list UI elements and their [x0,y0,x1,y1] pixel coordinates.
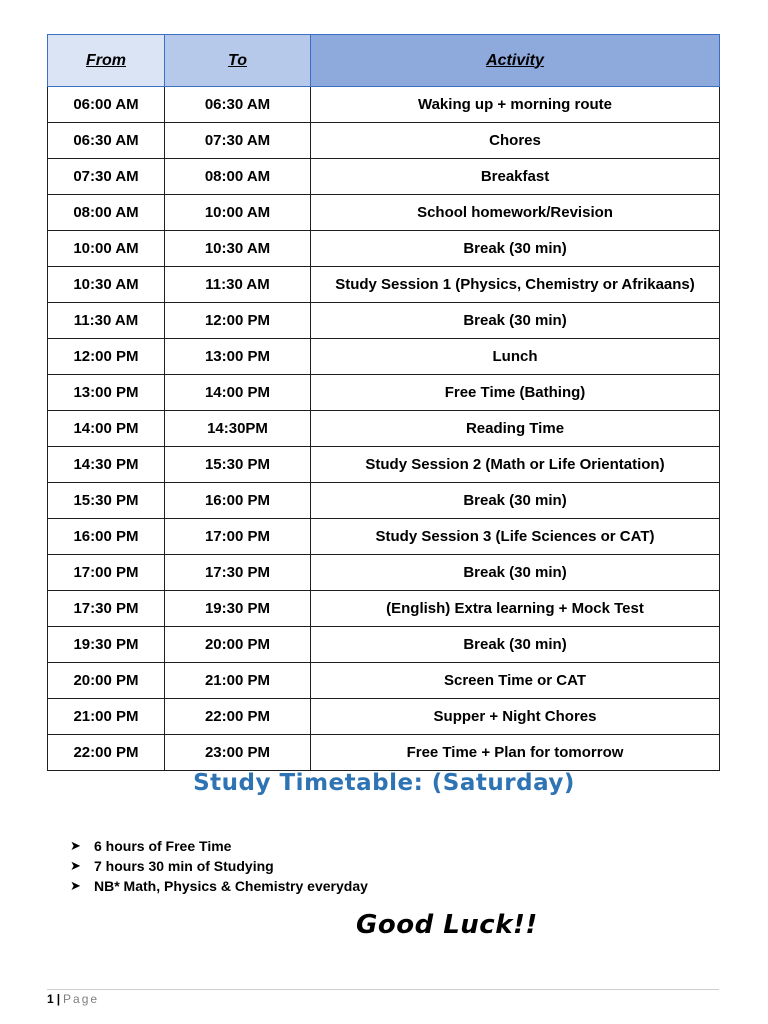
table-row [48,483,720,519]
cell-from: 10:30 AM [48,267,165,303]
cell-from: 20:00 PM [48,663,165,699]
cell-from: 11:30 AM [48,303,165,339]
cell-from: 10:00 AM [48,231,165,267]
table-row [48,303,720,339]
cell-from: 17:00 PM [48,555,165,591]
cell-activity: Free Time (Bathing) [311,375,720,411]
page-number: 1 [47,992,54,1006]
closing-message: Good Luck!! [356,910,538,940]
cell-activity: Break (30 min) [311,483,720,519]
page-title: Study Timetable: (Saturday) [193,770,575,796]
cell-to: 23:00 PM [165,735,311,771]
cell-from: 17:30 PM [48,591,165,627]
table-row [48,663,720,699]
cell-activity: School homework/Revision [311,195,720,231]
cell-activity: Study Session 1 (Physics, Chemistry or Afrikaans) [311,267,720,303]
table-row [48,267,720,303]
cell-activity: Lunch [311,339,720,375]
cell-from: 13:00 PM [48,375,165,411]
table-row [48,87,720,123]
list-item-text: NB* Math, Physics & Chemistry everyday [94,878,368,894]
cell-to: 10:30 AM [165,231,311,267]
cell-from: 15:30 PM [48,483,165,519]
table-row [48,339,720,375]
cell-to: 15:30 PM [165,447,311,483]
cell-to: 12:00 PM [165,303,311,339]
cell-to: 14:00 PM [165,375,311,411]
table-row [48,159,720,195]
cell-to: 19:30 PM [165,591,311,627]
header-from: From [48,35,165,87]
cell-from: 19:30 PM [48,627,165,663]
cell-activity: Reading Time [311,411,720,447]
cell-to: 22:00 PM [165,699,311,735]
list-item [70,876,368,896]
cell-to: 20:00 PM [165,627,311,663]
summary-list [70,836,368,896]
arrowhead-bullet-icon: ➤ [70,838,81,853]
cell-activity: Supper + Night Chores [311,699,720,735]
arrowhead-bullet-icon: ➤ [70,878,81,893]
table-row [48,195,720,231]
table-row [48,555,720,591]
table-row [48,735,720,771]
cell-from: 21:00 PM [48,699,165,735]
cell-from: 08:00 AM [48,195,165,231]
cell-from: 06:30 AM [48,123,165,159]
cell-activity: Screen Time or CAT [311,663,720,699]
table-row [48,231,720,267]
list-item [70,836,368,856]
table-header-row [48,35,720,87]
cell-activity: Free Time + Plan for tomorrow [311,735,720,771]
header-to: To [165,35,311,87]
page-footer [47,992,99,1006]
cell-activity: Break (30 min) [311,231,720,267]
cell-to: 10:00 AM [165,195,311,231]
cell-to: 17:30 PM [165,555,311,591]
cell-activity: (English) Extra learning + Mock Test [311,591,720,627]
page-label: Page [63,992,100,1006]
cell-to: 14:30PM [165,411,311,447]
cell-from: 12:00 PM [48,339,165,375]
footer-separator: | [56,992,61,1006]
cell-from: 06:00 AM [48,87,165,123]
table-row [48,699,720,735]
cell-to: 17:00 PM [165,519,311,555]
cell-from: 16:00 PM [48,519,165,555]
timetable [47,34,720,771]
table-row [48,123,720,159]
cell-to: 13:00 PM [165,339,311,375]
cell-activity: Waking up + morning route [311,87,720,123]
cell-from: 14:30 PM [48,447,165,483]
cell-to: 07:30 AM [165,123,311,159]
arrowhead-bullet-icon: ➤ [70,858,81,873]
cell-to: 16:00 PM [165,483,311,519]
cell-from: 14:00 PM [48,411,165,447]
list-item [70,856,368,876]
table-row [48,447,720,483]
table-row [48,627,720,663]
cell-activity: Break (30 min) [311,627,720,663]
cell-activity: Study Session 3 (Life Sciences or CAT) [311,519,720,555]
cell-activity: Breakfast [311,159,720,195]
cell-activity: Chores [311,123,720,159]
cell-to: 06:30 AM [165,87,311,123]
cell-from: 22:00 PM [48,735,165,771]
list-item-text: 7 hours 30 min of Studying [94,858,274,874]
cell-activity: Break (30 min) [311,555,720,591]
header-activity: Activity [311,35,720,87]
cell-to: 08:00 AM [165,159,311,195]
table-row [48,519,720,555]
table-row [48,591,720,627]
cell-to: 21:00 PM [165,663,311,699]
cell-to: 11:30 AM [165,267,311,303]
table-row [48,375,720,411]
footer-divider [47,989,719,990]
table-row [48,411,720,447]
cell-activity: Study Session 2 (Math or Life Orientation) [311,447,720,483]
cell-from: 07:30 AM [48,159,165,195]
cell-activity: Break (30 min) [311,303,720,339]
timetable-body [48,87,720,771]
list-item-text: 6 hours of Free Time [94,838,232,854]
